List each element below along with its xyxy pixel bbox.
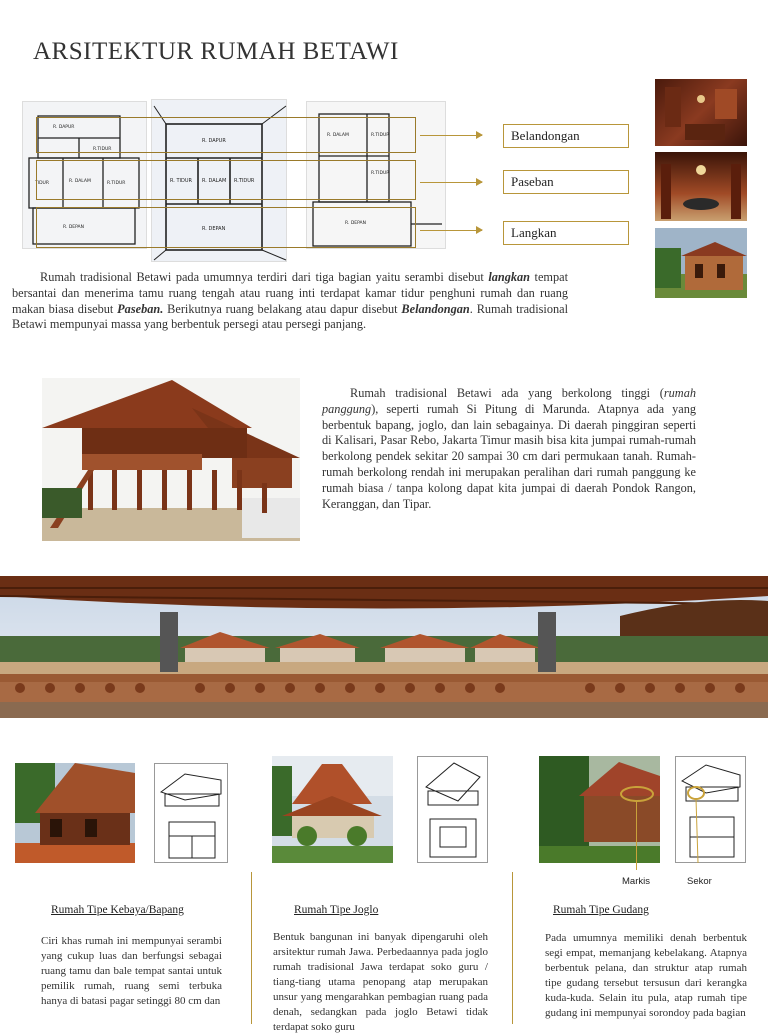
text-kebaya: Ciri khas rumah ini mempunyai serambi yang cukup luas dan berfungsi sebagai ruang tamu dan bale tempat santai untuk pemilik rumah, ruang semi terbuka hanya di batasi pagar setinggi 80 cm dan (41, 935, 222, 1007)
room-label: R. DALAM (327, 133, 349, 138)
term-paseban: Paseban. (117, 301, 164, 316)
zone-band-paseban (36, 160, 416, 200)
arrow-paseban (420, 182, 482, 183)
para2-text-2: ), seperti rumah Si Pitung di Marunda. Atapnya ada yang berbentuk bapang, joglo, dan lain sebagainya. Di daerah pinggiran seperti di Kalisari, Pasar Rebo, Jakarta Timur masih bisa kita jumpai rumah-rumah berkolong pendek sekitar 20 sampai 30 cm dari permukaan tanah. Rumah-rumah berkolong rendah ini merupakan peralihan dari rumah panggung ke rumah biasa / tanpa kolong dapat kita jumpai di daerah Pondok Rangon, Keranggan, dan Tipar. (322, 401, 696, 511)
joglo-house-sketch (417, 756, 488, 863)
caption-joglo: Rumah Tipe Joglo (294, 904, 379, 916)
label-paseban: Paseban (503, 170, 629, 194)
exterior-photo-3 (655, 228, 747, 298)
label-belandongan: Belandongan (503, 124, 629, 148)
para2-text-1: Rumah tradisional Betawi ada yang berkolong tinggi ( (350, 386, 664, 400)
zone-band-belandongan (36, 117, 416, 153)
room-label: R. DALAM (69, 179, 91, 184)
room-label: R.TIDUR (371, 171, 390, 176)
kebaya-house-sketch (154, 763, 228, 863)
markis-pointer (636, 800, 637, 870)
room-label: R. DEPAN (345, 221, 367, 226)
para1-text-2: tempat bersantai dan menerima tamu ruang tengah atau ruang inti terdapat kamar tidur penghuni rumah dan ruang makan biasa disebut (12, 270, 568, 316)
zone-band-langkan (36, 207, 416, 248)
room-label: R. DALAM (202, 178, 227, 184)
term-belandongan: Belandongan (401, 301, 470, 316)
caption-gudang: Rumah Tipe Gudang (553, 904, 649, 916)
para1-text-1: Rumah tradisional Betawi pada umumnya terdiri dari tiga bagian yaitu serambi disebut (40, 270, 489, 284)
room-label: R. DEPAN (63, 225, 85, 230)
page-title: ARSITEKTUR RUMAH BETAWI (33, 38, 399, 65)
column-divider-1 (251, 872, 252, 1024)
arrow-langkan (420, 230, 482, 231)
term-rumah-panggung: rumah panggung (322, 386, 696, 416)
room-label: TIDUR (35, 181, 49, 186)
room-label: R. TIDUR (170, 178, 192, 184)
stilt-house-paragraph (322, 386, 696, 512)
para1-text-4: . Rumah tradisional Betawi mempunyai massa yang berbentuk persegi atau persegi panjang. (12, 301, 568, 332)
caption-kebaya: Rumah Tipe Kebaya/Bapang (51, 904, 184, 916)
arrow-belandongan (420, 135, 482, 136)
joglo-house-photo (272, 756, 393, 863)
markis-label: Markis (622, 876, 650, 887)
room-label: R. DAPUR (202, 138, 226, 144)
intro-paragraph (12, 270, 568, 333)
para1-text-3: Berikutnya ruang belakang atau dapur disebut (163, 301, 402, 316)
stilt-house-photo (42, 378, 300, 541)
interior-photo-1 (655, 79, 747, 146)
column-divider-2 (512, 872, 513, 1024)
label-langkan: Langkan (503, 221, 629, 245)
text-joglo: Bentuk bangunan ini banyak dipengaruhi oleh arsitektur rumah Jawa. Perbedaannya pada joglo rumah tradisional Jawa terdapat soko guru / tiang-tiang utama penopang atap merupakan unsur yang mengarahkan pembagian ruang pada denah, sedangkan pada joglo Betawi tidak terdapat soko guru (273, 931, 488, 1033)
room-label: R.TIDUR (107, 181, 126, 186)
sekor-label: Sekor (687, 876, 712, 887)
kebaya-house-photo (15, 763, 135, 863)
text-gudang: Pada umumnya memiliki denah berbentuk segi empat, memanjang kebelakang. Atapnya berbentuk pelana, dan struktur atap rumah tipe gudang tersebut tersusun dari kerangka kuda-kuda. Selain itu pula, atap rumah tipe gudang ini mempunyai sorondoy pada bagian (545, 932, 747, 1019)
interior-photo-2 (655, 152, 747, 221)
panorama-photo (0, 576, 768, 718)
room-label: R. DAPUR (53, 125, 75, 130)
term-langkan: langkan (488, 270, 531, 284)
gudang-house-sketch (675, 756, 746, 863)
gudang-house-photo (539, 756, 660, 863)
room-label: R.TIDUR (93, 147, 112, 152)
room-label: R.TIDUR (371, 133, 390, 138)
room-label: R.TIDUR (234, 178, 255, 184)
room-label: R. DEPAN (202, 226, 226, 232)
